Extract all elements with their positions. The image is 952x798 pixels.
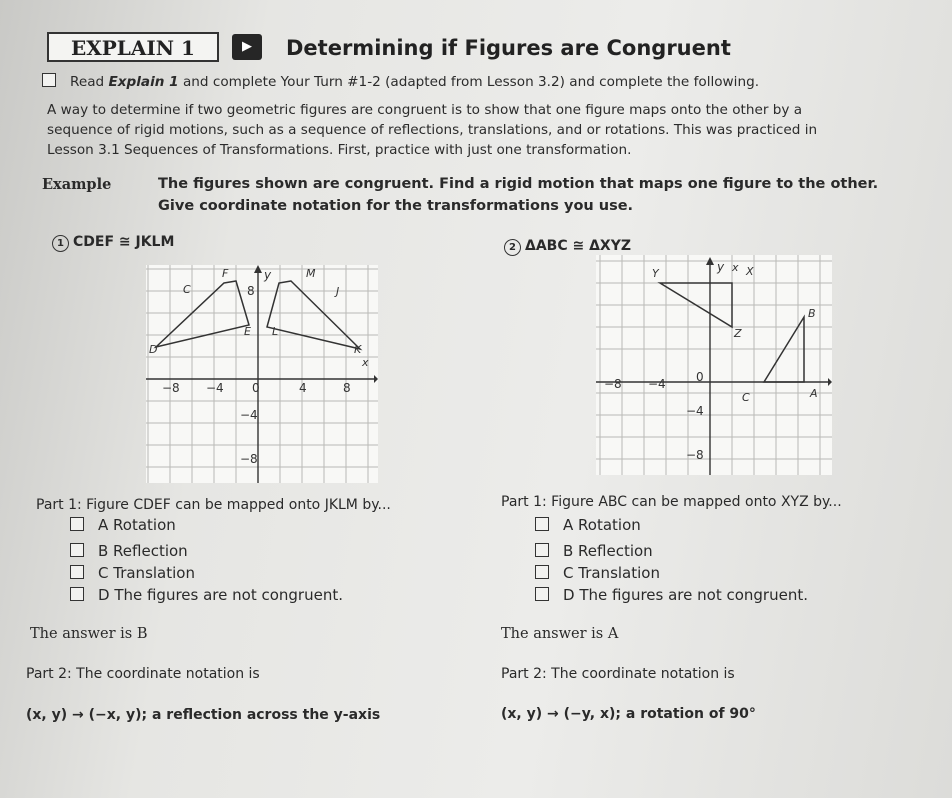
point-label-f: F [222, 267, 229, 280]
option-checkbox[interactable] [535, 565, 549, 579]
graph-1-xtick: 4 [299, 381, 307, 395]
graph-2-ytick: −8 [686, 448, 704, 462]
graph-2-xtick: −4 [648, 377, 666, 391]
option-checkbox[interactable] [535, 543, 549, 557]
option-checkbox[interactable] [70, 565, 84, 579]
option-checkbox[interactable] [535, 587, 549, 601]
option-checkbox[interactable] [535, 517, 549, 531]
problem-1-answer: The answer is B [30, 626, 148, 642]
graph-1-background [146, 265, 378, 483]
problem-1-part2: Part 2: The coordinate notation is [26, 666, 260, 682]
graph-1-ytick: −8 [240, 452, 258, 466]
problem-2-option-b[interactable]: B Reflection [535, 542, 653, 560]
problem-1-number: 1 [52, 235, 69, 252]
problem-1-heading [52, 234, 174, 252]
instruction-suffix: and complete Your Turn #1-2 (adapted from Lesson 3.2) and complete the following. [178, 74, 760, 90]
problem-1-statement: CDEF ≅ JKLM [73, 234, 175, 250]
graph-2-x-label: x [732, 261, 739, 274]
intro-line-2: sequence of rigid motions, such as a sequence of reflections, translations, and or rotations. This was practiced in [47, 122, 818, 138]
point-label-y: Y [652, 267, 659, 280]
option-checkbox[interactable] [70, 587, 84, 601]
example-label: Example [42, 176, 112, 193]
instruction-line [42, 72, 759, 93]
problem-2-heading [504, 238, 631, 256]
problem-2-option-d[interactable]: D The figures are not congruent. [535, 586, 808, 604]
graph-1-x-label: x [362, 356, 369, 369]
point-label-z: Z [734, 327, 742, 340]
point-label-d: D [149, 343, 158, 356]
graph-1-ytick: −4 [240, 408, 258, 422]
point-label-j: J [336, 285, 340, 298]
problem-2-answer: The answer is A [501, 626, 619, 642]
point-label-x: X [746, 265, 754, 278]
graph-2-ytick: −4 [686, 404, 704, 418]
point-label-e: E [244, 325, 251, 338]
point-label-m: M [306, 267, 316, 280]
graph-1-y-label: y [264, 268, 272, 282]
problem-1-option-d[interactable]: D The figures are not congruent. [70, 586, 343, 604]
problem-2-option-c[interactable]: C Translation [535, 564, 660, 582]
graph-1 [146, 265, 378, 483]
point-label-b: B [808, 307, 816, 320]
problem-1-option-b[interactable]: B Reflection [70, 542, 188, 560]
graph-1-xtick: 8 [343, 381, 351, 395]
problem-1-part1: Part 1: Figure CDEF can be mapped onto JKLM by... [36, 497, 391, 513]
page-title: Determining if Figures are Congruent [286, 36, 731, 60]
point-label-a: A [810, 387, 818, 400]
option-checkbox[interactable] [70, 517, 84, 531]
problem-1-notation: (x, y) → (−x, y); a reflection across the y-axis [26, 707, 381, 723]
problem-2-part2: Part 2: The coordinate notation is [501, 666, 735, 682]
problem-2-part1: Part 1: Figure ABC can be mapped onto XYZ by... [501, 494, 842, 510]
graph-2-background [596, 255, 832, 475]
option-checkbox[interactable] [70, 543, 84, 557]
problem-1-option-c[interactable]: C Translation [70, 564, 195, 582]
point-label-c: C [183, 283, 191, 296]
problem-2-number: 2 [504, 239, 521, 256]
point-label-c: C [742, 391, 750, 404]
example-prompt-1: The figures shown are congruent. Find a rigid motion that maps one figure to the other. [158, 176, 879, 192]
example-prompt-2: Give coordinate notation for the transformations you use. [158, 198, 634, 214]
play-icon[interactable]: ▶ [232, 34, 262, 60]
explain-badge: EXPLAIN 1 [47, 32, 219, 62]
graph-1-xtick: −8 [162, 381, 180, 395]
graph-2-xtick: −8 [604, 377, 622, 391]
graph-2-xtick: 0 [696, 370, 704, 384]
graph-1-xtick: −4 [206, 381, 224, 395]
instruction-checkbox[interactable] [42, 73, 56, 87]
instruction-italic: Explain 1 [108, 74, 179, 90]
graph-1-ytick: 8 [247, 284, 255, 298]
point-label-k: K [354, 343, 362, 356]
point-label-l: L [272, 325, 279, 338]
problem-2-option-a[interactable]: A Rotation [535, 516, 641, 534]
graph-2-y-label: y [717, 260, 725, 274]
graph-1-xtick: 0 [252, 381, 260, 395]
intro-line-3: Lesson 3.1 Sequences of Transformations. First, practice with just one transformation. [47, 142, 632, 158]
problem-2-statement: ΔABC ≅ ΔXYZ [525, 238, 632, 254]
problem-2-notation: (x, y) → (−y, x); a rotation of 90° [501, 706, 756, 722]
intro-line-1: A way to determine if two geometric figures are congruent is to show that one figure maps onto the other by a [47, 102, 803, 118]
problem-1-option-a[interactable]: A Rotation [70, 516, 176, 534]
instruction-prefix: Read [70, 74, 109, 90]
graph-2 [596, 255, 832, 475]
